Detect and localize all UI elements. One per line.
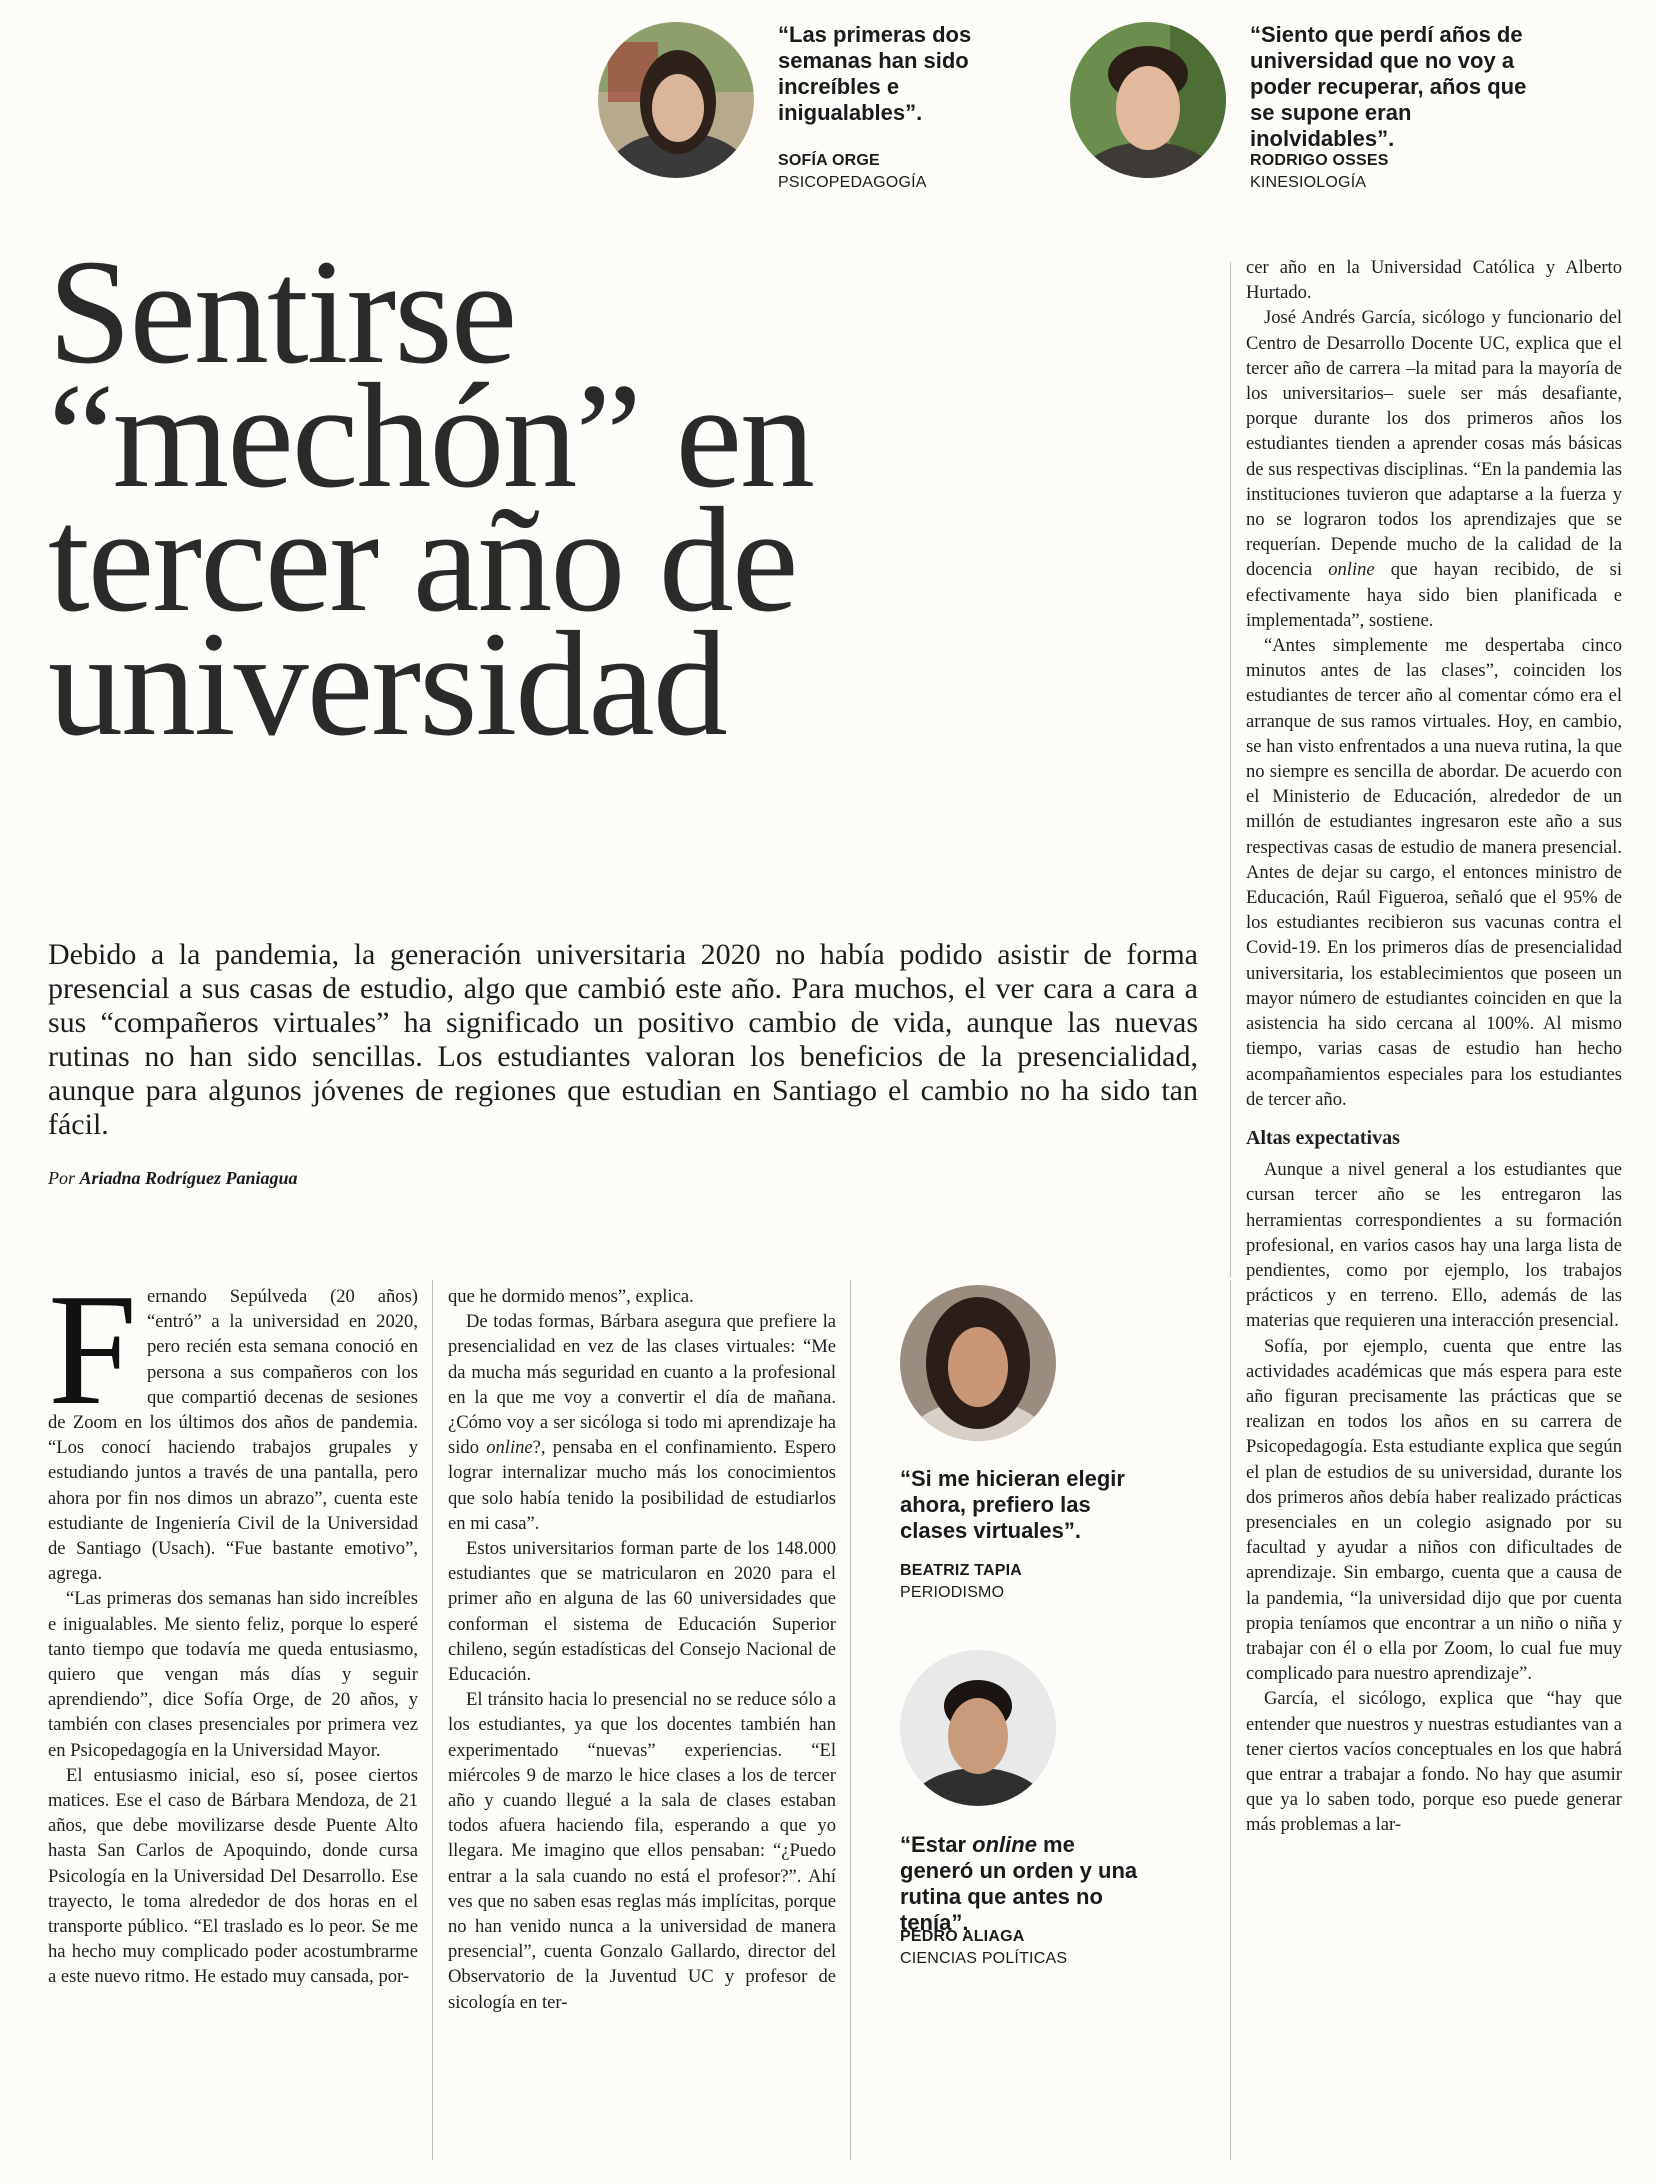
avatar-rodrigo-osses: [1070, 22, 1226, 178]
quote-text-pedro: [900, 1832, 1150, 1936]
column-rule: [1230, 262, 1231, 1277]
body-text: que hayan recibido, de si efectivamente haya sido bien planificada e implementada”, sostiene.: [1246, 559, 1622, 631]
headline-line-4: universidad: [48, 601, 726, 767]
column-rule: [432, 1280, 433, 2160]
body-text-italic: online: [1328, 559, 1375, 581]
body-paragraph: cer año en la Universidad Católica y Alberto Hurtado.: [1246, 257, 1622, 304]
avatar-beatriz-tapia: [900, 1285, 1056, 1441]
body-paragraph: [448, 1309, 836, 1536]
avatar-pedro-aliaga: [900, 1650, 1056, 1806]
quote-name-beatriz: BEATRIZ TAPIA: [900, 1562, 1022, 1579]
body-paragraph: “Antes simplemente me despertaba cinco minutos antes de las clases”, coinciden los estudiantes de tercer año al comentar cómo era el arranque de sus ramos virtuales. Hoy, en cambio, se han visto enfrentados a una nueva rutina, la que no siempre es sencilla de abordar. De acuerdo con el Ministerio de Educación, alrededor de un millón de estudiantes ingresaron este año a sus respectivas casas de estudio de manera presencial. Antes de dejar su cargo, el entonces ministro de Educación, Raúl Figueroa, señaló que el 95% de los estudiantes recibieron sus vacunas contra el Covid-19. En los primeros días de presencialidad universitaria, los establecimientos que poseen un mayor número de estudiantes coinciden en que la asistencia ha sido cercana al 100%. Al mismo tiempo, varias casas de estudio han hecho acompañamientos especiales para los estudiantes de tercer año.: [1246, 635, 1622, 1110]
headline-line-1: Sentirse: [48, 229, 516, 395]
quote-text: “Estar: [900, 1832, 973, 1857]
quote-role-sofia: PSICOPEDAGOGÍA: [778, 174, 927, 191]
column-rule: [1230, 1280, 1231, 2160]
quote-role-rodrigo: KINESIOLOGÍA: [1250, 174, 1367, 191]
avatar-sofia-orge: [598, 22, 754, 178]
lead-paragraph: Debido a la pandemia, la generación universitaria 2020 no había podido asistir de forma presencial a sus casas de estudio, algo que cambió este año. Para muchos, el ver cara a cara a sus “compañeros virtuales” ha significado un positivo cambio de vida, aunque las nuevas rutinas no han sido sencillas. Los estudiantes valoran los beneficios de la presencialidad, aunque para algunos jóvenes de regiones que estudian en Santiago el cambio no ha sido tan fácil.: [48, 938, 1198, 1141]
subhead: Altas expectativas: [1246, 1126, 1400, 1149]
body-text: De todas formas, Bárbara asegura que prefiere la presencialidad en vez de las clases virtuales: “Me da mucha más seguridad en cuanto a la profesional en la que me voy a convertir el día de mañana. ¿Cómo voy a ser sicóloga si todo mi aprendizaje ha sido: [448, 1311, 836, 1459]
body-paragraph: Estos universitarios forman parte de los 148.000 estudiantes que se matricularon en 2020 para el primer año en alguna de las 60 universidades que conforman el sistema de Educación Superior chileno, según estadísticas del Consejo Nacional de Educación.: [448, 1538, 836, 1686]
headline-line-3: tercer año de: [48, 477, 797, 643]
byline-prefix: Por: [48, 1168, 75, 1188]
quote-name-rodrigo: RODRIGO OSSES: [1250, 152, 1389, 169]
body-paragraph: García, el sicólogo, explica que “hay que entender que nuestros y nuestras estudiantes van a tener ciertos vacíos conceptuales en los que habrá que entrar a trabajar a fondo. No hay que asumir que ya lo saben todo, porque eso puede generar más problemas a lar-: [1246, 1688, 1622, 1836]
quote-text-beatriz: “Si me hicieran elegir ahora, prefiero las clases virtuales”.: [900, 1466, 1125, 1543]
body-paragraph: [48, 1260, 418, 1586]
quote-text-italic: online: [972, 1832, 1037, 1857]
quote-name-sofia: SOFÍA ORGE: [778, 152, 880, 169]
body-text: ernando Sepúlveda (20 años) “entró” a la universidad en 2020, pero recién esta semana conoció en persona a sus compañeros con los que compartió decenas de sesiones de Zoom en los últimos dos años de pandemia. “Los conocí haciendo trabajos grupales y estudiando juntos a través de una pantalla, pero ahora por fin nos dimos un abrazo”, cuenta este estudiante de Ingeniería Civil de la Universidad de Santiago (Usach). “Fue bastante emotivo”, agrega.: [48, 1286, 418, 1585]
quote-text: me generó un orden y una rutina que antes no tenía”.: [900, 1832, 1138, 1935]
body-paragraph: que he dormido menos”, explica.: [448, 1286, 694, 1307]
quote-role-pedro: CIENCIAS POLÍTICAS: [900, 1950, 1068, 1967]
body-paragraph: Aunque a nivel general a los estudiantes que cursan tercer año se les entregaron las herramientas correspondientes a su formación profesional, en varios casos hay una larga lista de pendientes, como por ejemplo, los trabajos prácticos y en terreno. Ello, además de las materias que requieren una interacción presencial.: [1246, 1159, 1622, 1332]
body-column-1: [48, 1260, 418, 1990]
byline-author: Ariadna Rodríguez Paniagua: [79, 1168, 298, 1188]
body-text: ?, pensaba en el confinamiento. Espero lograr internalizar mucho más los conocimientos que solo había tenido la posibilidad de estudiarlos en mi casa”.: [448, 1437, 836, 1534]
headline: [48, 229, 1218, 767]
body-paragraph: “Las primeras dos semanas han sido increíbles e inigualables. Me siento feliz, porque lo esperé tanto tiempo que todavía me queda entusiasmo, quiero que vengan más días y seguir aprendiendo”, dice Sofía Orge, de 20 años, y también con clases presenciales por primera vez en Psicopedagogía en la Universidad Mayor.: [48, 1588, 418, 1761]
quote-text-sofia: “Las primeras dos semanas han sido increíbles e inigualables”.: [778, 22, 972, 125]
body-paragraph: Sofía, por ejemplo, cuenta que entre las actividades académicas que más espera para este año figuran precisamente las prácticas que se realizan en todos los años en su carrera de Psicopedagogía. Esta estudiante explica que según el plan de estudios de su universidad, durante los dos primeros años debía haber realizado prácticas presenciales en un colegio asignado por su facultad y ayudar a niños con dificultades de aprendizaje. Sin embargo, cuenta que a causa de la pandemia, “la universidad dijo que por cuenta propia teníamos que encontrar a un niño o niña y trabajar con él o ella por Zoom, lo cual fue muy complicado para nuestro aprendizaje”.: [1246, 1335, 1622, 1685]
quote-role-beatriz: PERIODISMO: [900, 1584, 1005, 1601]
headline-line-2: “mechón” en: [48, 353, 814, 519]
body-paragraph: El entusiasmo inicial, eso sí, posee ciertos matices. Ese el caso de Bárbara Mendoza, de 21 años, que debe movilizarse desde Puente Alto hasta San Carlos de Apoquindo, donde cursa Psicología en la Universidad Del Desarrollo. Ese trayecto, le toma alrededor de dos horas en el transporte público. “El traslado es lo peor. Se me ha hecho muy complicado poder acostumbrarme a este nuevo ritmo. He estado muy cansada, por-: [48, 1764, 418, 1988]
body-text-italic: online: [486, 1437, 533, 1459]
body-paragraph: [1246, 305, 1622, 633]
quote-text-rodrigo: “Siento que perdí años de universidad que no voy a poder recuperar, años que se supone eran inolvidables”.: [1250, 22, 1527, 151]
body-text: José Andrés García, sicólogo y funcionario del Centro de Desarrollo Docente UC, explica que el tercer año de carrera –la mitad para la mayoría de los universitarios– suele ser más desafiante, porque durante los dos primeros años los estudiantes tienden a aprender cosas más básicas de sus respectivas disciplinas. “En la pandemia las instituciones tuvieron que adaptarse a la fuerza y no se lograron todos los aprendizajes que se requerían. Depende mucho de la calidad de la docencia: [1246, 307, 1622, 581]
body-column-4: [1246, 255, 1622, 1838]
byline: [48, 1168, 298, 1189]
drop-cap: F: [48, 1260, 137, 1438]
body-column-2: [448, 1284, 836, 2015]
column-rule: [850, 1280, 851, 2160]
quote-name-pedro: PEDRO ALIAGA: [900, 1928, 1025, 1945]
body-paragraph: El tránsito hacia lo presencial no se reduce sólo a los estudiantes, ya que los docentes también han experimentado “nuevas” experiencias. “El miércoles 9 de marzo le hice clases a los de tercer año y cuando llegué a la sala de clases estaban todos afuera haciendo fila, esperando a que yo llegara. Me imagino que ellos pensaban: “¿Puedo entrar a la sala cuando no está el profesor?”. Ahí ves que no saben esas reglas más implícitas, porque no han venido nunca a la universidad de manera presencial”, cuenta Gonzalo Gallardo, director del Observatorio de la Juventud UC y profesor de sicología en ter-: [448, 1689, 836, 2013]
